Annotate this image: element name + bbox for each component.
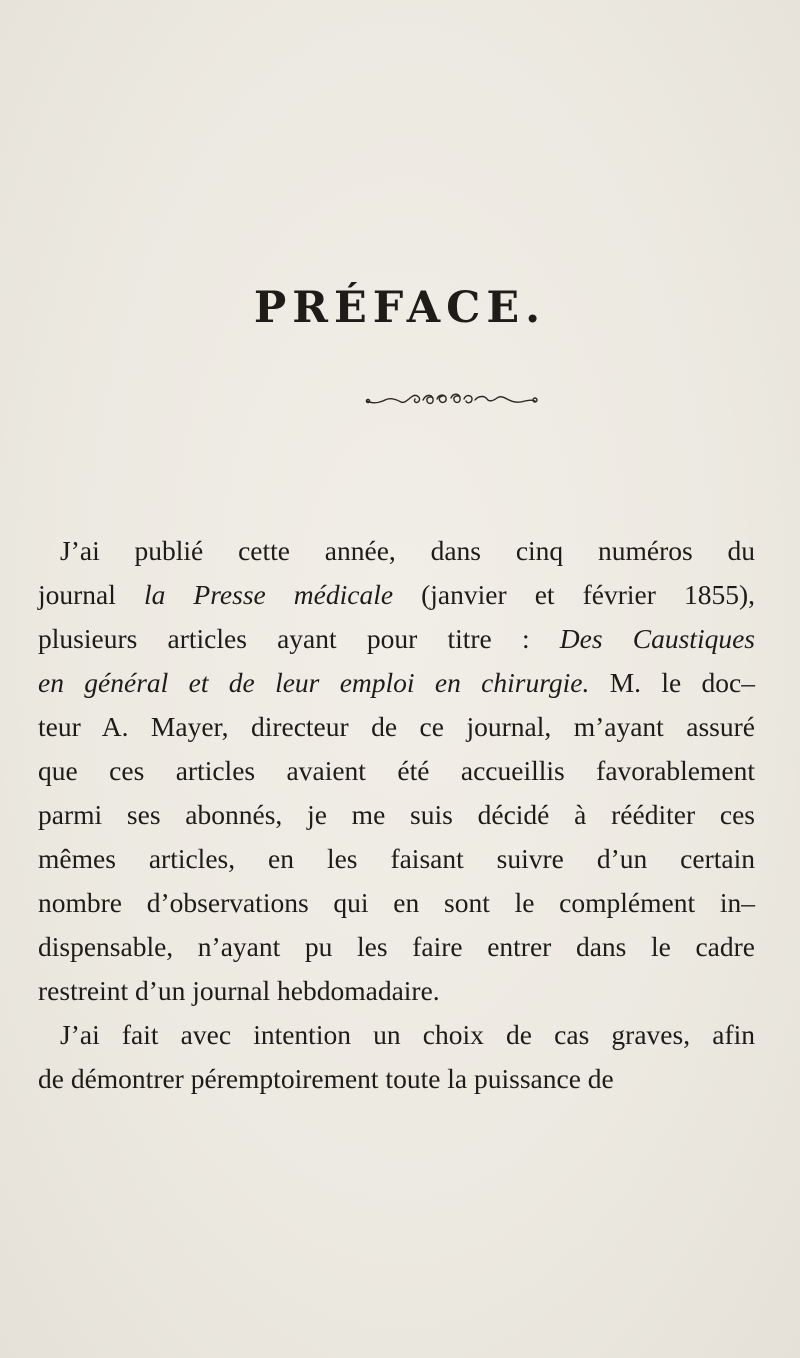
text-line: parmi ses abonnés, je me suis décidé à rééditer ces xyxy=(38,799,755,830)
italic-title: la Presse médicale xyxy=(143,579,394,610)
text-line: J’ai fait avec intention un choix de cas graves, afin xyxy=(60,1019,755,1050)
text-line: nombre d’observations qui en sont le complément in– xyxy=(38,887,755,918)
text-line: mêmes articles, en les faisant suivre d’un certain xyxy=(38,843,755,874)
preface-body xyxy=(38,529,755,1101)
text-line: plusieurs articles ayant pour titre : Des Caustiques xyxy=(38,623,755,654)
italic-title: Des Caustiques xyxy=(559,623,755,654)
text-line: teur A. Mayer, directeur de ce journal, m’ayant assuré xyxy=(38,711,755,742)
text-line: J’ai publié cette année, dans cinq numéros du xyxy=(60,535,755,566)
paragraph xyxy=(38,529,755,1013)
text-line: de démontrer péremptoirement toute la puissance de xyxy=(38,1063,614,1094)
text-line: en général et de leur emploi en chirurgie. M. le doc– xyxy=(38,667,755,698)
text-line: dispensable, n’ayant pu les faire entrer dans le cadre xyxy=(38,931,755,962)
text-line: que ces articles avaient été accueillis favorablement xyxy=(38,755,755,786)
ornamental-rule-icon xyxy=(363,388,539,410)
paragraph xyxy=(38,1013,755,1101)
italic-title: en général et de leur emploi en chirurgie. xyxy=(38,667,590,698)
page-title: PRÉFACE. xyxy=(253,283,547,333)
text-line: restreint d’un journal hebdomadaire. xyxy=(38,975,440,1006)
text-line: journal la Presse médicale (janvier et février 1855), xyxy=(38,579,755,610)
